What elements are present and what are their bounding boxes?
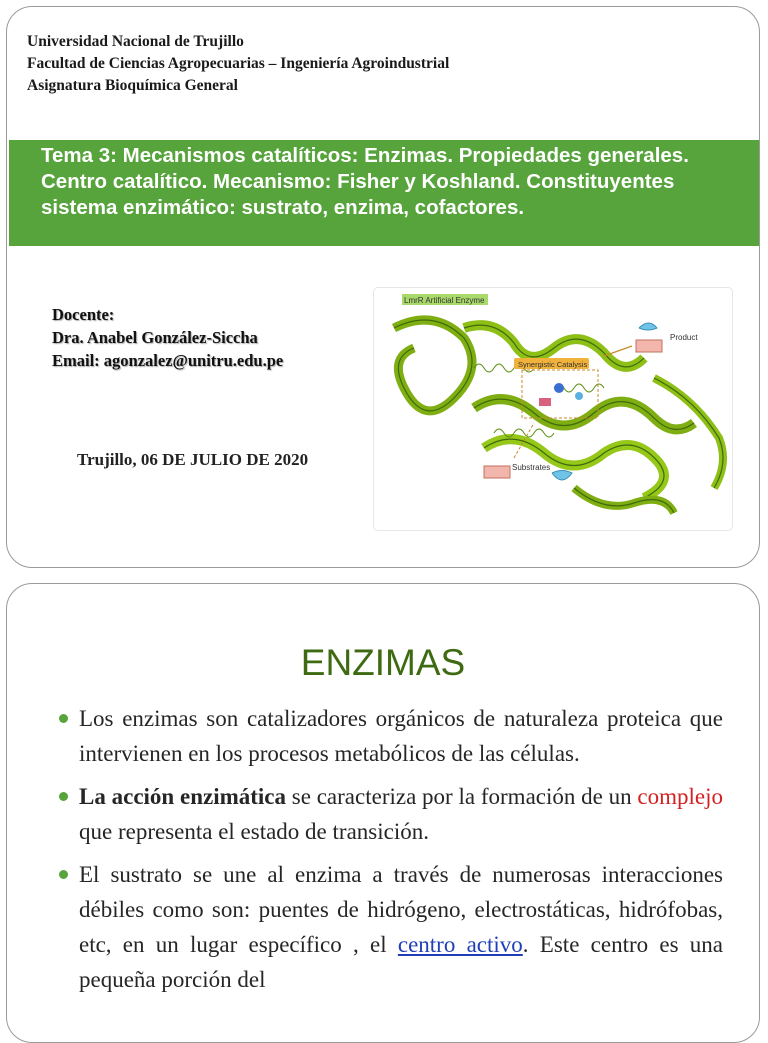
slide-title: ENZIMAS	[300, 642, 466, 683]
title-slide	[6, 6, 760, 568]
highlight-term: complejo	[637, 784, 723, 809]
catalyst-fragment	[539, 398, 551, 406]
bullet-text: se caracteriza por la formación de un	[286, 784, 638, 809]
catalysis-label: Synergistic Catalysis	[518, 360, 588, 369]
protein-ribbon	[394, 320, 723, 513]
docente-label: Docente:	[52, 305, 115, 324]
catalyst-ball	[575, 392, 583, 400]
docente-name: Dra. Anabel González-Siccha	[52, 328, 258, 347]
university-name: Universidad Nacional de Trujillo	[27, 33, 244, 50]
enzyme-illustration	[374, 288, 732, 530]
substrates-label: Substrates	[512, 463, 551, 472]
bullet-text: Los enzimas son catalizadores orgánicos de naturaleza proteica que intervienen en los procesos metabólicos de las células.	[79, 706, 723, 766]
product-block-icon	[636, 340, 662, 352]
product-piece-icon	[639, 323, 657, 330]
substrate-piece-icon	[552, 471, 572, 481]
teacher-info	[52, 303, 283, 372]
product-label: Product	[670, 333, 698, 342]
cofactor-ball	[554, 383, 564, 393]
figure-title-label: LmrR Artificial Enzyme	[404, 296, 485, 305]
substrate-block-icon	[484, 466, 510, 478]
bullet-enzymatic-action	[59, 779, 723, 849]
bullet-substrate-binding	[59, 857, 723, 997]
course-name: Asignatura Bioquímica General	[27, 77, 238, 94]
enzymes-slide	[6, 583, 760, 1043]
institution-header	[27, 31, 449, 97]
bullet-enzyme-definition	[59, 701, 723, 771]
faculty-name: Facultad de Ciencias Agropecuarias – Ingeniería Agroindustrial	[27, 55, 450, 72]
bold-term: La acción enzimática	[79, 784, 287, 809]
docente-email: Email: agonzalez@unitru.edu.pe	[52, 351, 284, 370]
bullet-text: . Este centro es una pequeña porción del	[79, 932, 723, 992]
bullet-list	[59, 701, 723, 1005]
enzyme-figure	[373, 287, 733, 531]
topic-banner	[9, 140, 760, 246]
topic-title: Tema 3: Mecanismos catalíticos: Enzimas. Propiedades generales. Centro catalítico. Mecanismo: Fisher y Koshland. Constituyentes sistema enzimático: sustrato, enzima, cofactores.	[41, 144, 689, 219]
active-center-term: centro activo	[397, 932, 523, 957]
bullet-text: El sustrato se une al enzima a través de numerosas interacciones débiles como son: puentes de hidrógeno, electrostáticas, hidrófobas, etc, en un lugar específico , el	[79, 862, 723, 957]
date-line: Trujillo, 06 DE JULIO DE 2020	[77, 450, 309, 469]
bullet-text: que representa el estado de transición.	[79, 819, 429, 844]
